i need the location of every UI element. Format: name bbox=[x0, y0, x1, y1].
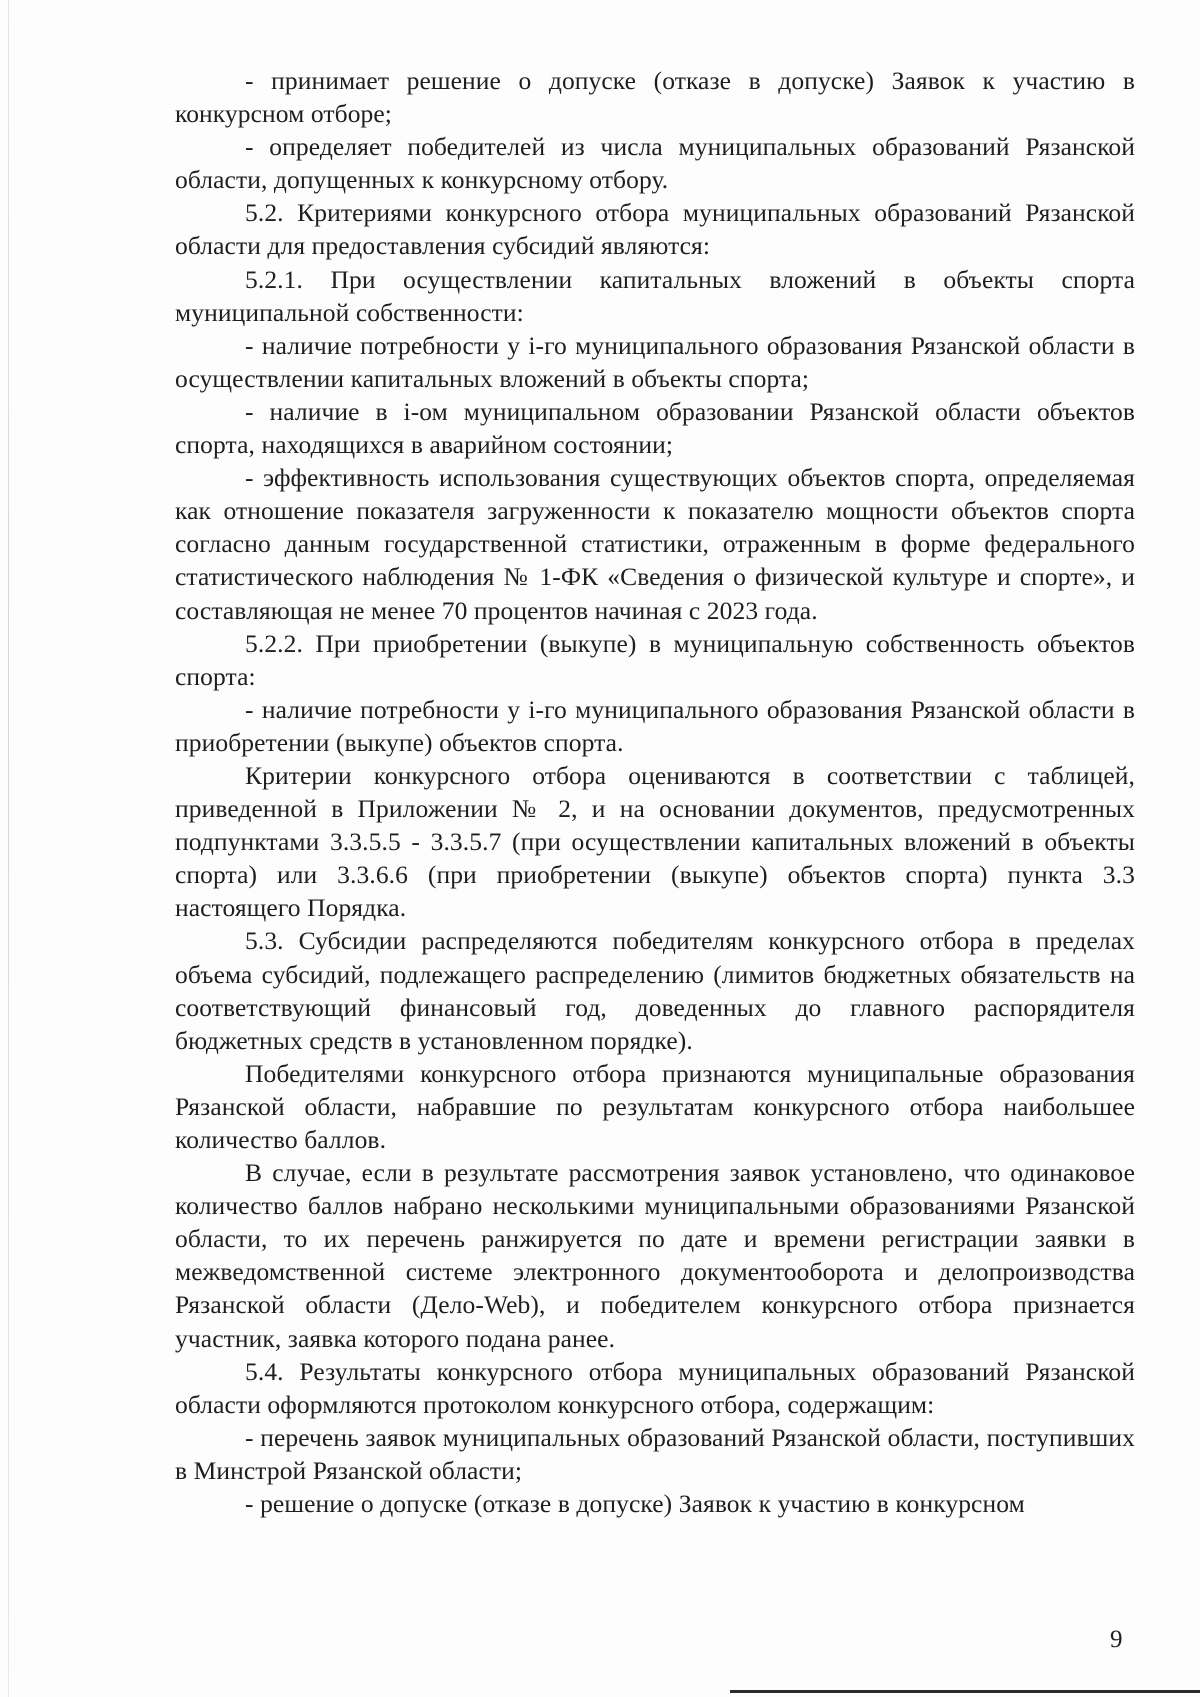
paragraph-16: - решение о допуске (отказе в допуске) Заявок к участию в конкурсном bbox=[245, 1489, 1025, 1519]
paragraph-9: - наличие потребности у i-го муниципального образования Рязанской области в приобретении (выкупе) объектов спорта. bbox=[175, 694, 1135, 757]
paragraph-15: - перечень заявок муниципальных образований Рязанской области, поступивших в Минстрой Рязанской области; bbox=[175, 1422, 1135, 1485]
paragraph-10: Критерии конкурсного отбора оцениваются в соответствии с таблицей, приведенной в Приложении № 2, и на основании документов, предусмотренных подпунктами 3.3.5.5 - 3.3.5.7 (при осуществлении капитальных вложений в объекты спорта) или 3.3.6.6 (при приобретении (выкупе) объектов спорта) пункта 3.3 настоящего Порядка. bbox=[175, 760, 1135, 923]
paragraph-12: Победителями конкурсного отбора признаются муниципальные образования Рязанской области, набравшие по результатам конкурсного отбора наибольшее количество баллов. bbox=[175, 1058, 1135, 1154]
page-number: 9 bbox=[1110, 1626, 1123, 1653]
paragraph-3: 5.2. Критериями конкурсного отбора муниципальных образований Рязанской области для предоставления субсидий являются: bbox=[175, 198, 1135, 261]
paragraph-1: - принимает решение о допуске (отказе в допуске) Заявок к участию в конкурсном отборе; bbox=[175, 66, 1135, 129]
paragraph-2: - определяет победителей из числа муниципальных образований Рязанской области, допущенных к конкурсному отбору. bbox=[175, 132, 1135, 195]
paragraph-13: В случае, если в результате рассмотрения заявок установлено, что одинаковое количество баллов набрано несколькими муниципальными образованиями Рязанской области, то их перечень ранжируется по дате и времени регистрации заявки в межведомственной системе электронного документооборота и делопроизводства Рязанской области (Дело-Web), и победителем конкурсного отбора признается участник, заявка которого подана ранее. bbox=[175, 1158, 1135, 1353]
paragraph-11: 5.3. Субсидии распределяются победителям конкурсного отбора в пределах объема субсидий, подлежащего распределению (лимитов бюджетных обязательств на соответствующий финансовый год, доведенных до главного распорядителя бюджетных средств в установленном порядке). bbox=[175, 926, 1135, 1055]
scan-edge bbox=[8, 0, 9, 1697]
paragraph-5: - наличие потребности у i-го муниципального образования Рязанской области в осуществлении капитальных вложений в объекты спорта; bbox=[175, 330, 1135, 393]
scan-bottom-line bbox=[730, 1690, 1200, 1693]
paragraph-4: 5.2.1. При осуществлении капитальных вложений в объекты спорта муниципальной собственности: bbox=[175, 264, 1135, 327]
paragraph-7: - эффективность использования существующих объектов спорта, определяемая как отношение показателя загруженности к показателю мощности объектов спорта согласно данным государственной статистики, отраженным в форме федерального статистического наблюдения № 1-ФК «Сведения о физической культуре и спорте», и составляющая не менее 70 процентов начиная с 2023 года. bbox=[175, 463, 1135, 625]
paragraph-14: 5.4. Результаты конкурсного отбора муниципальных образований Рязанской области оформляются протоколом конкурсного отбора, содержащим: bbox=[175, 1356, 1135, 1419]
document-body bbox=[175, 64, 1135, 1520]
paragraph-8: 5.2.2. При приобретении (выкупе) в муниципальную собственность объектов спорта: bbox=[175, 628, 1135, 691]
paragraph-6: - наличие в i-ом муниципальном образовании Рязанской области объектов спорта, находящихся в аварийном состоянии; bbox=[175, 396, 1135, 460]
